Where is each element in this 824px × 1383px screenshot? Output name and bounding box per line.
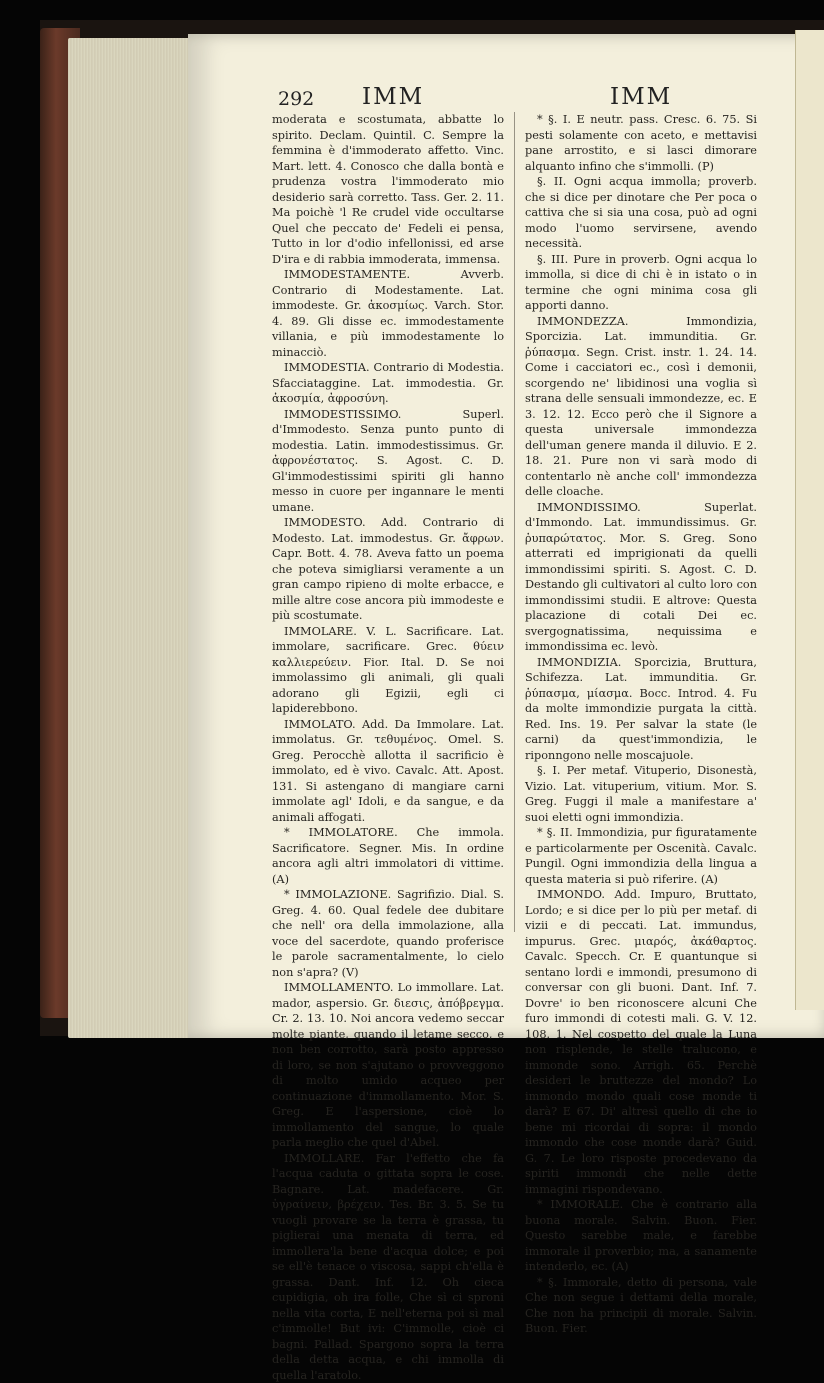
dictionary-entry: * IMMOLATORE. Che immola. Sacrificatore. Segner. Mis. In ordine ancora agli altri immolatori di vittime. (A) — [272, 825, 504, 887]
dictionary-entry: IMMODESTISSIMO. Superl. d'Immodesto. Senza punto punto di modestia. Latin. immodestissimus. Gr. ἀφρονέστατος. S. Agost. C. D. Gl'immodestissimi spiriti gli hanno messo in cuore per ingannare le menti umane. — [272, 407, 504, 516]
dictionary-entry: IMMONDO. Add. Impuro, Bruttato, Lordo; e si dice per lo più per metaf. di vizii e di peccati. Lat. immundus, impurus. Grec. μιαρός, ἀκάθαρτος. Cavalc. Specch. Cr. E quantunque si sentano lordi e immondi, presumono di conversar con gli buoni. Dant. Inf. 7. Dovre' io ben riconoscere alcuni Che furo immondi di cotesti mali. G. V. 12. 108. 1. Nel cospetto del quale la Luna non risplende, le stelle tralucono, e immonde sono. Arrigh. 65. Perchè desideri le bruttezze del mondo? Lo immondo mondo quali cose monde ti darà? E 67. Di' altresì quello di che io bene mi ricordai di sopra: il mondo immondo che cose monde darà? Guid. G. 7. Le loro risposte procedevano da spiriti immondi che nelle dette immagini rispondevano. — [525, 887, 757, 1197]
running-head-right: IMM — [610, 84, 672, 110]
dictionary-entry: * IMMOLAZIONE. Sagrifizio. Dial. S. Greg. 4. 60. Qual fedele dee dubitare che nell' ora della immolazione, alla voce del sacerdote, quando proferisce le parole sacramentalmente, lo cielo non s'apra? (V) — [272, 887, 504, 980]
dictionary-entry: IMMONDISSIMO. Superlat. d'Immondo. Lat. immundissimus. Gr. ῥυπαρώτατος. Mor. S. Greg. Sono atterrati ed imprigionati da quelli immondissimi spiriti. S. Agost. C. D. Destando gli cultivatori al culto loro con immondissimi studii. E altrove: Questa placazione di cotali Dei ec. svergognatissima, nequissima e immondissima ec. levò. — [525, 500, 757, 655]
dictionary-entry: IMMOLATO. Add. Da Immolare. Lat. immolatus. Gr. τεθυμένος. Omel. S. Greg. Perocchè allotta il sacrificio è immolato, ed è vivo. Cavalc. Att. Apost. 131. Si astengano di mangiare carni immolate agl' Idoli, e da sangue, e da animali affogati. — [272, 717, 504, 826]
running-head-left: IMM — [362, 84, 424, 110]
dictionary-entry: IMMOLLARE. Far l'effetto che fa l'acqua caduta o gittata sopra le cose. Bagnare. Lat. madefacere. Gr. ὑγραίνειν, βρέχειν. Tes. Br. 3. 5. Se tu vuogli provare se la terra è grassa, tu piglierai una menata di terra, ed immollera'la bene d'acqua dolce; e poi se ell'è tenace o viscosa, sappi ch'ella è grassa. Dant. Inf. 12. Oh cieca cupidigia, oh ira folle, Che sì ci sproni nella vita corta, E nell'eterna poi sì mal c'immolle! But ivi: C'immolle, cioè ci bagni. Pallad. Spargono sopra la terra della detta acqua, e chi immolla di quella l'aratolo. — [272, 1151, 504, 1383]
dictionary-entry: §. I. Per metaf. Vituperio, Disonestà, Vizio. Lat. vituperium, vitium. Mor. S. Greg. Fuggi il male a manifestare a' suoi eletti ogni immondizia. — [525, 763, 757, 825]
left-column — [272, 112, 504, 1383]
dictionary-entry: §. III. Pure in proverb. Ogni acqua lo immolla, si dice di chi è in istato o in termine che ogni minima cosa gli apporti danno. — [525, 252, 757, 314]
dictionary-entry: §. II. Ogni acqua immolla; proverb. che si dice per dinotare che Per poca o cattiva che si sia una cosa, può ad ogni modo l'uomo servirsene, avendo necessità. — [525, 174, 757, 252]
dictionary-entry: * IMMORALE. Che è contrario alla buona morale. Salvin. Buon. Fier. Questo sarebbe male, e farebbe immorale il proverbio; ma, a sanamente intenderlo, ec. (A) — [525, 1197, 757, 1275]
dictionary-entry: moderata e scostumata, abbatte lo spirito. Declam. Quintil. C. Sempre la femmina è d'immoderato affetto. Vinc. Mart. lett. 4. Conosco che dalla bontà e prudenza vostra l'immoderato mio desiderio sarà corretto. Tass. Ger. 2. 11. Ma poichè 'l Re crudel vide occultarse Quel che peccato de' Fedeli ei pensa, Tutto in lor d'odio infellonissi, ed arse D'ira e di rabbia immoderata, immensa. — [272, 112, 504, 267]
dictionary-entry: * §. II. Immondizia, pur figuratamente e particolarmente per Oscenità. Cavalc. Pungil. Ogni immondizia della lingua a questa materia si può riferire. (A) — [525, 825, 757, 887]
page-edges — [68, 38, 198, 1038]
facing-page-edge — [795, 30, 824, 1010]
dictionary-entry: IMMONDIZIA. Sporcizia, Bruttura, Schifezza. Lat. immunditia. Gr. ῥύπασμα, μίασμα. Bocc. Introd. 4. Fu da molte immondizie purgata la città. Red. Ins. 19. Per salvar la state (le carni) da quest'immondizia, le riponngono nelle moscajuole. — [525, 655, 757, 764]
dictionary-entry: IMMODESTAMENTE. Avverb. Contrario di Modestamente. Lat. immodeste. Gr. ἀκοσμίως. Varch. Stor. 4. 89. Gli disse ec. immodestamente villania, e più immodestamente lo minacciò. — [272, 267, 504, 360]
dictionary-entry: IMMOLARE. V. L. Sacrificare. Lat. immolare, sacrificare. Grec. θύειν καλλιερεύειν. Fior. Ital. D. Se noi immolassimo gli animali, gli quali adorano gli Egizii, egli ci lapiderebbono. — [272, 624, 504, 717]
dictionary-entry: * §. Immorale, detto di persona, vale Che non segue i dettami della morale, Che non ha principii di morale. Salvin. Buon. Fier. — [525, 1275, 757, 1337]
dictionary-entry: IMMODESTIA. Contrario di Modestia. Sfacciataggine. Lat. immodestia. Gr. ἀκοσμία, ἀφροσύνη. — [272, 360, 504, 407]
column-divider — [514, 112, 515, 932]
page-number: 292 — [278, 88, 314, 110]
page-header — [240, 70, 780, 110]
right-column — [525, 112, 757, 1337]
dictionary-entry: IMMONDEZZA. Immondizia, Sporcizia. Lat. immunditia. Gr. ῥύπασμα. Segn. Crist. instr. 1. 24. 14. Come i cacciatori ec., così i demonii, scorgendo ne' libidinosi una voglia sì strana delle sensuali immondezze, ec. E 3. 12. 12. Ecco però che il Signore a questa universale immondezza dell'uman genere manda il diluvio. E 2. 18. 21. Pure non vi sarà modo di contentarlo nè anche coll' immondezza delle cloache. — [525, 314, 757, 500]
dictionary-entry: * §. I. E neutr. pass. Cresc. 6. 75. Si pesti solamente con aceto, e mettavisi pane arrostito, e si lasci dimorare alquanto infino che s'immolli. (P) — [525, 112, 757, 174]
dictionary-entry: IMMODESTO. Add. Contrario di Modesto. Lat. immodestus. Gr. ἄφρων. Capr. Bott. 4. 78. Aveva fatto un poema che poteva simigliarsi veramente a un gran campo ripieno di molte erbacce, e mille altre cose ancora più immodeste e più scostumate. — [272, 515, 504, 624]
dictionary-entry: IMMOLLAMENTO. Lo immollare. Lat. mador, aspersio. Gr. διεσις, ἀπόβρεγμα. Cr. 2. 13. 10. Noi ancora vedemo seccar molte piante, quando il letame secco, e non ben corrotto, sarà posto appresso di loro, se non s'ajutano o provveggono di molto umido acqueo per continuazione d'immollamento. Mor. S. Greg. E l'aspersione, cioè lo immollamento del sangue, lo quale parla meglio che quel d'Abel. — [272, 980, 504, 1151]
